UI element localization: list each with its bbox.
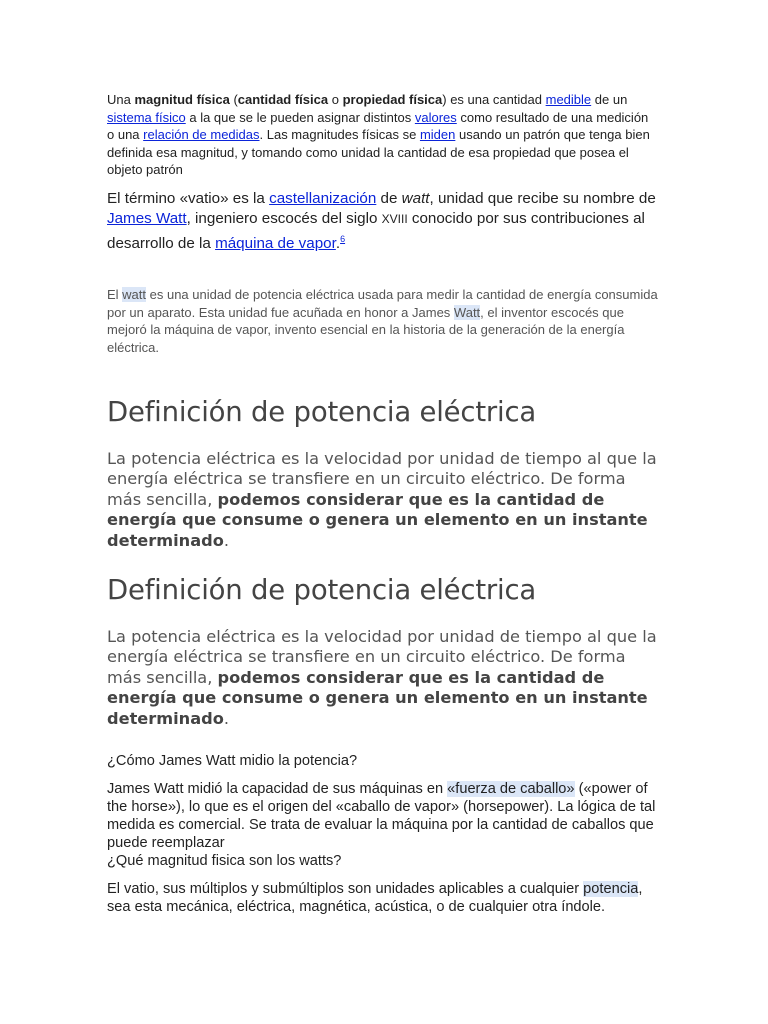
century-numeral: XVIII: [381, 212, 408, 226]
footnote-reference[interactable]: 6: [340, 234, 346, 244]
link-maquina-de-vapor[interactable]: máquina de vapor: [215, 235, 336, 253]
definition-paragraph: La potencia eléctrica es la velocidad por unidad de tiempo al que la energía eléctrica se transfiere en un circuito eléctrico. De forma más sencilla, podemos considerar que es la cantidad de energía que consume o genera un elemento en un instante determinado.: [107, 449, 657, 550]
section-heading: Definición de potencia eléctrica: [107, 396, 537, 428]
bold-term: magnitud física: [134, 92, 230, 107]
highlighted-term: potencia: [583, 881, 639, 897]
bold-term: propiedad física: [342, 92, 443, 107]
link-medible[interactable]: medible: [545, 92, 592, 107]
final-paragraph: El vatio, sus múltiplos y submúltiplos son unidades aplicables a cualquier potencia, sea esta mecánica, eléctrica, magnética, acústica, o de cualquier otra índole.: [107, 881, 643, 915]
bold-definition: podemos considerar que es la cantidad de energía que consume o genera un elemento en un instante determinado: [107, 489, 648, 550]
link-miden[interactable]: miden: [419, 127, 456, 143]
vatio-paragraph: El término «vatio» es la castellanización de watt, unidad que recibe su nombre de James Watt, ingeniero escocés del siglo XVIII conocido por sus contribuciones al desarrollo de la máquina de vapor.$^6$: [107, 190, 656, 253]
link-castellanizacion[interactable]: castellanización: [269, 190, 377, 207]
italic-watt: watt: [401, 190, 430, 207]
magnitud-fisica-paragraph: Una magnitud física (cantidad física o propiedad física) es una cantidad medible de un sistema físico a la que se le pueden asignar distintos valores como resultado de una medición o una relación de medidas. Las magnitudes físicas se miden usando un patrón que tenga bien definida esa magnitud, y tomando como unidad la cantidad de esa propiedad que posea el objeto patrón: [107, 92, 650, 178]
link-sistema-fisico[interactable]: sistema físico: [107, 109, 186, 125]
highlighted-term: watt: [122, 287, 147, 302]
section-heading-repeat: Definición de potencia eléctrica: [107, 574, 537, 606]
bold-definition: podemos considerar que es la cantidad de energía que consume o genera un elemento en un instante determinado: [107, 667, 648, 728]
highlighted-term: Watt: [453, 304, 481, 320]
horsepower-paragraph: James Watt midió la capacidad de sus máquinas en «fuerza de caballo» («power of the horse»), lo que es el origen del «caballo de vapor» (horsepower). La lógica de tal medida es comercial. Se trata de evaluar la máquina por la cantidad de caballos que puede reemplazar: [107, 781, 656, 851]
watt-unit-paragraph: El watt es una unidad de potencia eléctrica usada para medir la cantidad de energía consumida por un aparato. Esta unidad fue acuñada en honor a James Watt, el inventor escocés que mejoró la máquina de vapor, invento esencial en la historia de la generación de la energía eléctrica.: [107, 287, 658, 355]
bold-term: cantidad física: [237, 92, 329, 107]
link-james-watt[interactable]: James Watt: [107, 210, 187, 227]
link-relacion-de-medidas[interactable]: relación de medidas: [143, 127, 260, 143]
highlighted-term: «fuerza de caballo»: [447, 781, 575, 797]
question-heading: ¿Qué magnitud fisica son los watts?: [107, 853, 342, 869]
link-valores[interactable]: valores: [414, 109, 457, 125]
definition-paragraph-repeat: La potencia eléctrica es la velocidad por unidad de tiempo al que la energía eléctrica se transfiere en un circuito eléctrico. De forma más sencilla, podemos considerar que es la cantidad de energía que consume o genera un elemento en un instante determinado.: [107, 627, 657, 728]
question-heading: ¿Cómo James Watt midio la potencia?: [107, 753, 358, 769]
